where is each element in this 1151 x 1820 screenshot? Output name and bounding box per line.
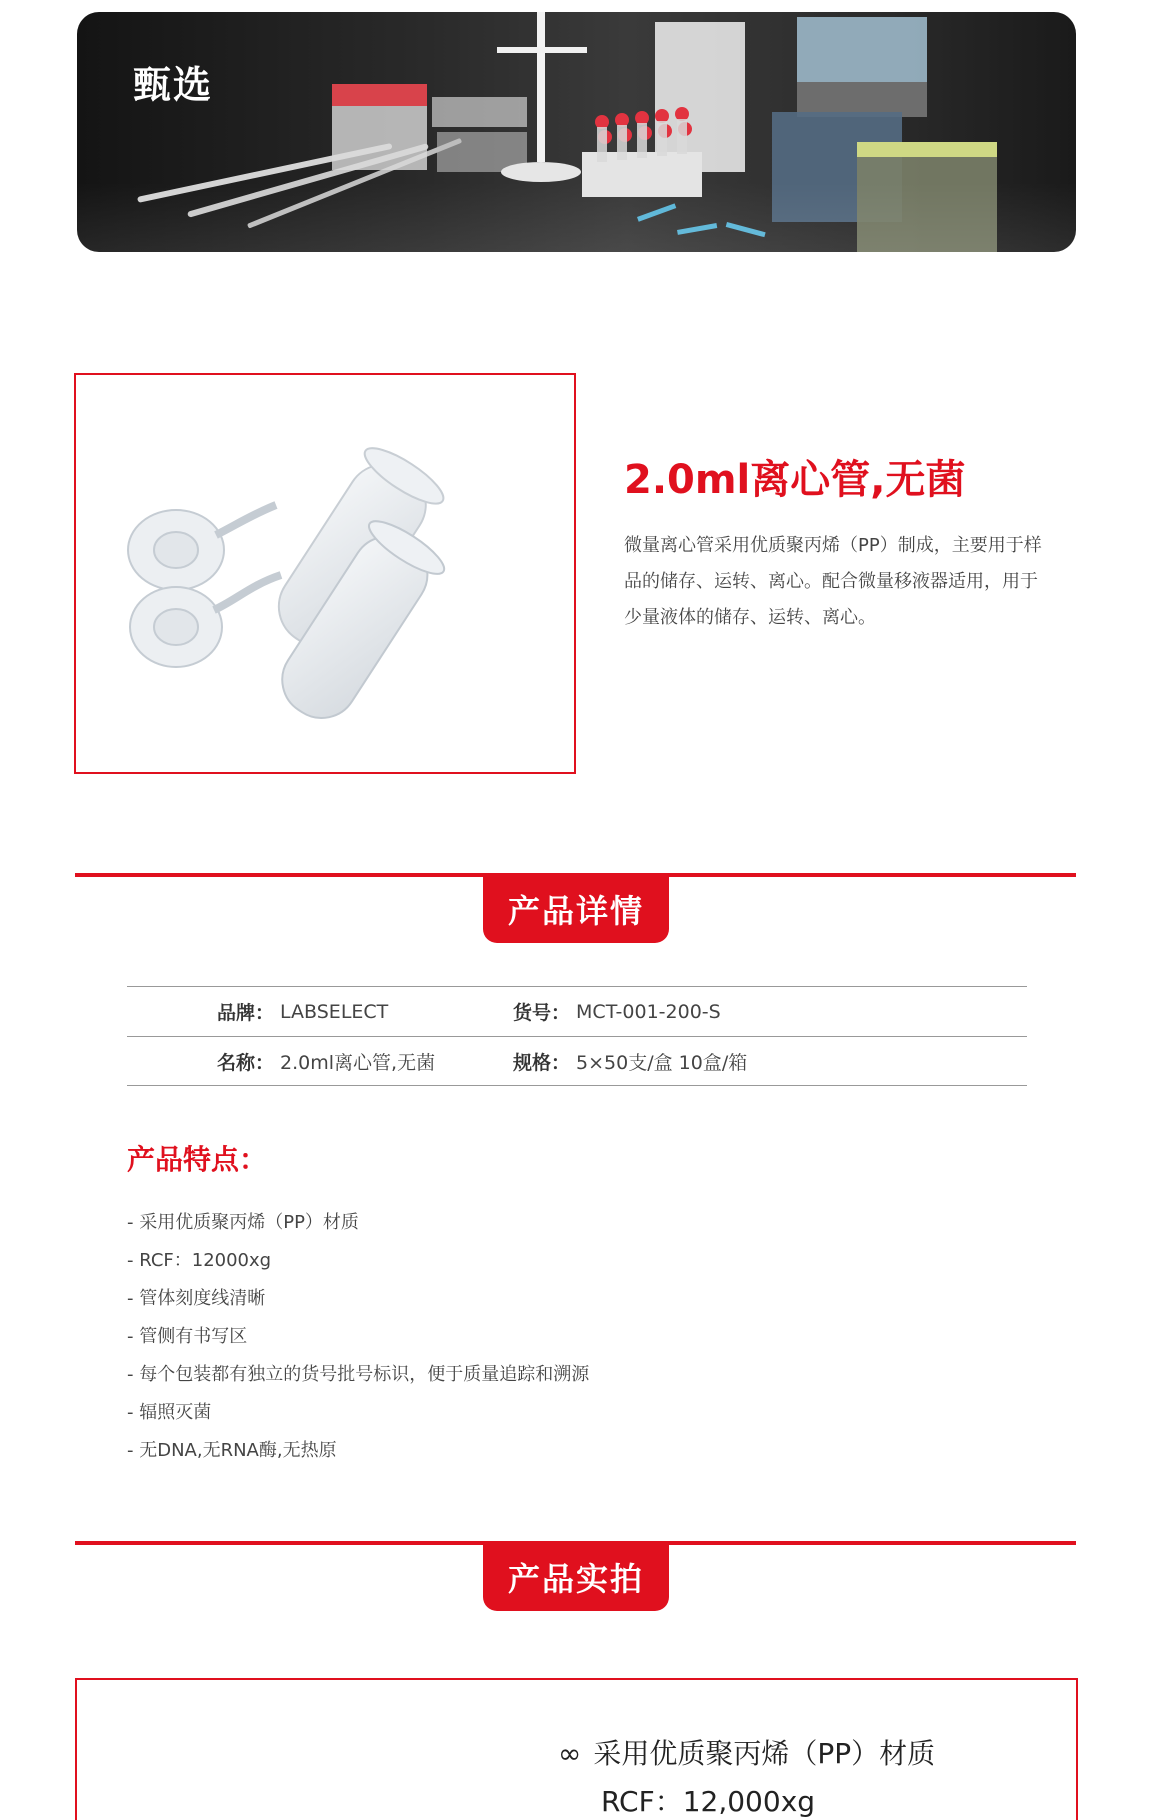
spec-colon: ： [551, 1051, 571, 1074]
spec-colon: ： [255, 1002, 275, 1024]
feature-item: - 每个包装都有独立的货号批号标识，便于质量追踪和溯源 [127, 1364, 590, 1385]
spec-table [127, 986, 1027, 1086]
spec-name [127, 1048, 513, 1075]
spec-value: 5×50支/盒 10盒/箱 [576, 1051, 748, 1074]
product-description: 微量离心管采用优质聚丙烯（PP）制成，主要用于样品的储存、运转、离心。配合微量移液器适用，用于少量液体的储存、运转、离心。 [624, 535, 1042, 628]
spec-key: 名称 [217, 1051, 256, 1074]
spec-specification [513, 1048, 747, 1075]
spec-value: 2.0ml离心管,无菌 [280, 1051, 436, 1074]
product-image-frame [74, 373, 576, 774]
spec-item-number [513, 998, 721, 1025]
photos-section-title: 产品实拍 [483, 1543, 669, 1611]
feature-item: - 管侧有书写区 [127, 1326, 248, 1347]
feature-item: - 采用优质聚丙烯（PP）材质 [127, 1212, 359, 1233]
caption-text: 采用优质聚丙烯（PP）材质 [593, 1737, 936, 1770]
feature-item: - 无DNA,无RNA酶,无热原 [127, 1440, 337, 1461]
spec-key: 品牌 [217, 1002, 256, 1024]
feature-item: - RCF：12000xg [127, 1250, 272, 1271]
spec-colon: ： [255, 1051, 275, 1074]
spec-row [127, 986, 1027, 1036]
hero-banner [77, 12, 1076, 252]
spec-value: MCT-001-200-S [576, 1000, 721, 1023]
spec-colon: ： [551, 1002, 571, 1024]
features-title: 产品特点： [127, 1143, 268, 1176]
photo-card-caption-2: RCF：12,000xg [601, 1785, 816, 1818]
banner-floor [77, 182, 1076, 252]
spec-row [127, 1036, 1027, 1086]
centrifuge-tube-image [76, 375, 574, 772]
spec-brand [127, 998, 513, 1025]
product-name: 2.0ml离心管,无菌 [624, 457, 966, 503]
photo-card-caption-1 [558, 1732, 935, 1772]
infinity-icon: ∞ [558, 1737, 582, 1770]
feature-item: - 辐照灭菌 [127, 1402, 212, 1423]
feature-item: - 管体刻度线清晰 [127, 1288, 266, 1309]
features-list [127, 1204, 589, 1470]
banner-title: 甄选 [133, 63, 214, 107]
spec-value: LABSELECT [280, 1000, 389, 1023]
spec-key: 货号 [513, 1002, 552, 1024]
details-section-title: 产品详情 [483, 875, 669, 943]
spec-key: 规格 [513, 1051, 552, 1074]
